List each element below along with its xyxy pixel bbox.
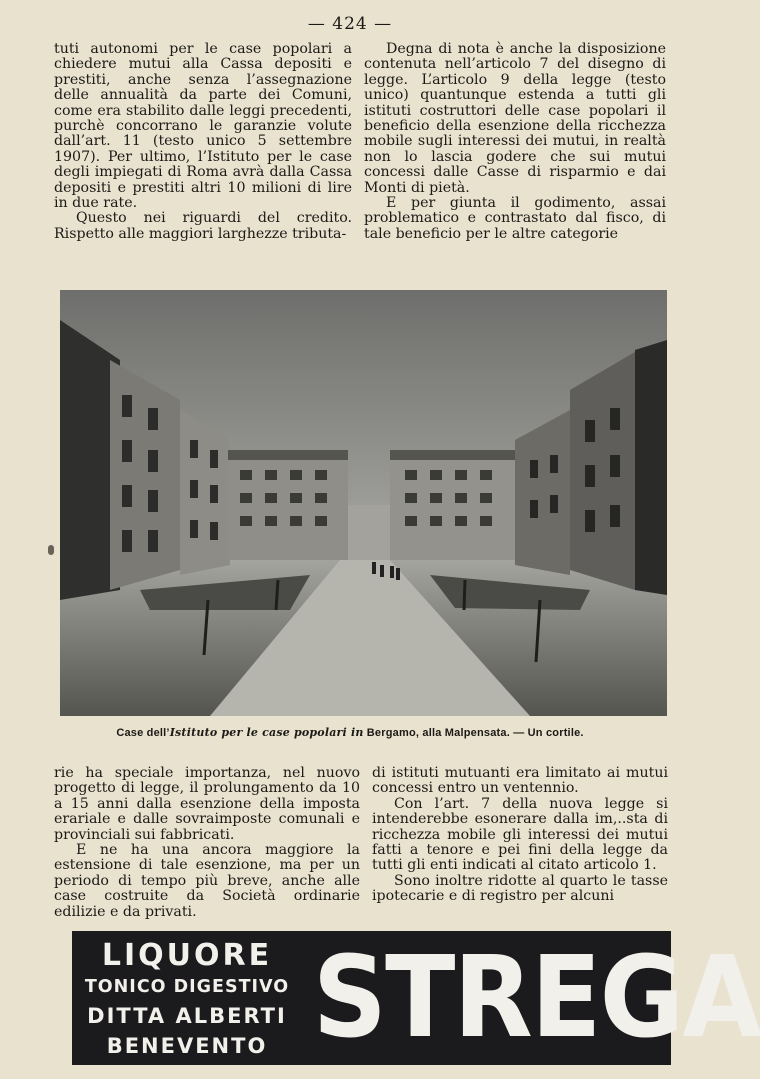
column-bottom-left: [54, 766, 360, 920]
photo-caption: [0, 726, 700, 739]
ad-text-block: [82, 939, 292, 1061]
paragraph: E ne ha una ancora maggiore la estensione di tale esenzione, ma per un periodo di tempo più breve, anche alle case costruite da Società ordinarie edilizie e da privati.: [54, 842, 360, 920]
margin-mark: [48, 545, 54, 555]
ad-line: LIQUORE: [101, 938, 273, 973]
column-top-left: [54, 42, 352, 242]
column-bottom-right: [372, 766, 668, 905]
paragraph: Sono inoltre ridotte al quarto le tasse ipotecarie e di registro per alcuni: [372, 872, 668, 905]
paragraph: tuti autonomi per le case popolari a chiedere mutui alla Cassa depositi e prestiti, anche senza l’assegnazione delle annualità da parte dei Comuni, come era stabilito dalle leggi precedenti, purchè concorrano le garanzie volute dall’art. 11 (testo unico 5 settembre 1907). Per ultimo, l’Istituto per le case degli impiegati di Roma avrà dalla Cassa depositi e prestiti altri 10 milioni di lire in due rate.: [54, 41, 352, 212]
caption-start: Case dell’: [116, 727, 170, 739]
paragraph: E per giunta il godimento, assai problematico e contrastato dal fisco, di tale beneficio per le altre categorie: [364, 195, 666, 242]
ad-line: BENEVENTO: [106, 1034, 268, 1058]
caption-italic: Istituto per le case popolari in: [169, 726, 364, 739]
page-number: — 424 —: [307, 14, 393, 34]
paragraph: rie ha speciale importanza, nel nuovo progetto di legge, il prolungamento da 10 a 15 anni dalla esenzione della imposta erariale e dalle sovraimposte comunali e provinciali sui fabbricati.: [54, 765, 360, 843]
ad-line: TONICO DIGESTIVO: [84, 977, 290, 997]
ad-brand-name: STREGA: [312, 933, 760, 1063]
courtyard-photo: [60, 290, 667, 716]
column-top-right: [364, 42, 666, 242]
paragraph: di istituti mutuanti era limitato ai mutui concessi entro un ventennio.: [372, 765, 668, 797]
strega-advertisement: [72, 931, 760, 1065]
paragraph: Questo nei riguardi del credito. Rispetto alle maggiori larghezze tributa-: [54, 210, 352, 242]
paragraph: Con l’art. 7 della nuova legge si intenderebbe esonerare dalla im,..sta di ricchezza mobile gli interessi dei mutui fatti a tenore e pei fini della legge da tutti gli enti indicati al citato articolo 1.: [372, 795, 668, 874]
ad-line: DITTA ALBERTI: [87, 1004, 287, 1028]
caption-end: Bergamo, alla Malpensata. — Un cortile.: [363, 727, 584, 739]
paragraph: Degna di nota è anche la disposizione contenuta nell’articolo 7 del disegno di legge. L’articolo 9 della legge (testo unico) quantunque estenda a tutti gli istituti costruttori delle case popolari il beneficio della esenzione della ricchezza mobile sugli interessi dei mutui, in realtà non lo lascia godere che sui mutui concessi dalle Casse di risparmio e dai Monti di pietà.: [364, 41, 666, 196]
